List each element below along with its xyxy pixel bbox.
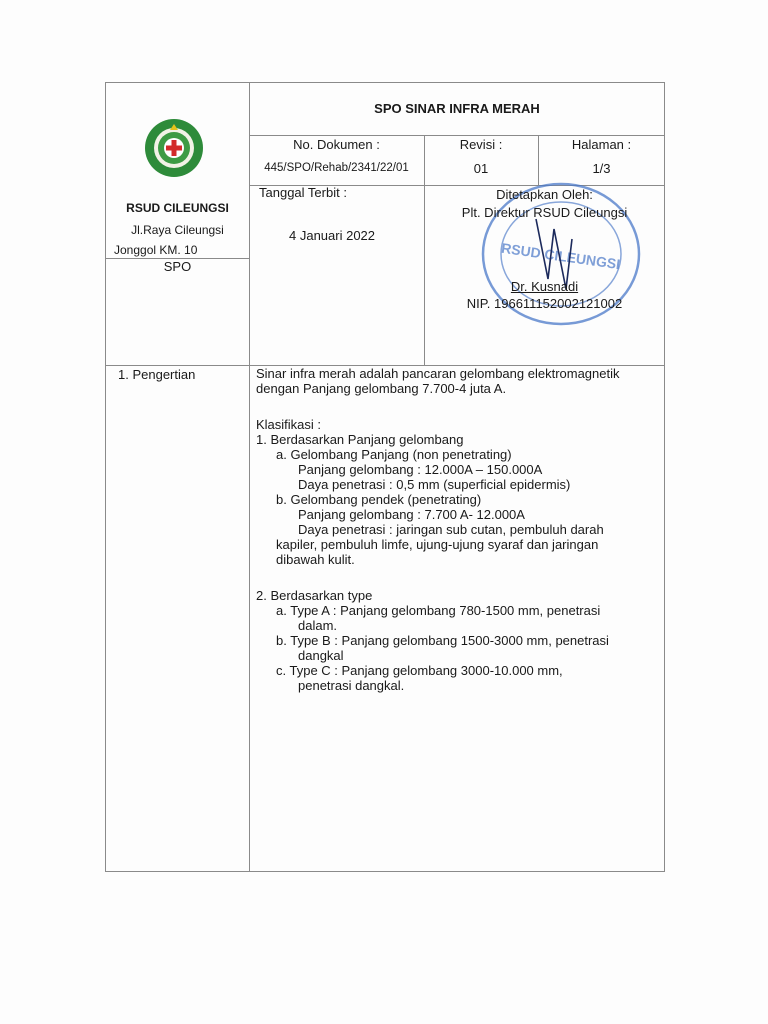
halaman-label: Halaman : <box>571 137 632 152</box>
list-item: Panjang gelombang : 12.000A – 150.000A <box>298 462 543 477</box>
doc-no-value: 445/SPO/Rehab/2341/22/01 <box>264 162 409 174</box>
section-content <box>256 366 662 693</box>
list-item: Daya penetrasi : 0,5 mm (superficial epidermis) <box>298 477 571 492</box>
svg-text:RSUD CILEUNGSI: RSUD CILEUNGSI <box>500 239 622 273</box>
signer-name: Dr. Kusnadi <box>510 279 579 294</box>
list-item: penetrasi dangkal. <box>298 678 405 693</box>
list-item: 2. Berdasarkan type <box>256 588 373 603</box>
list-item: a. Gelombang Panjang (non penetrating) <box>276 447 512 462</box>
hospital-logo <box>144 118 204 178</box>
list-item: Daya penetrasi : jaringan sub cutan, pembuluh darah <box>298 522 604 537</box>
list-item: dibawah kulit. <box>276 552 355 567</box>
section-label: 1. Pengertian <box>118 367 196 382</box>
list-item: a. Type A : Panjang gelombang 780-1500 mm, penetrasi <box>276 603 601 618</box>
page-title: SPO SINAR INFRA MERAH <box>374 101 540 116</box>
doc-no-label: No. Dokumen : <box>293 137 380 152</box>
list-item: c. Type C : Panjang gelombang 3000-10.000 mm, <box>276 663 563 678</box>
revisi-label: Revisi : <box>459 137 503 152</box>
ditetapkan-role: Plt. Direktur RSUD Cileungsi <box>461 205 628 220</box>
list-item: Panjang gelombang : 7.700 A- 12.000A <box>298 507 525 522</box>
definition-line: Sinar infra merah adalah pancaran gelombang elektromagnetik <box>256 366 620 381</box>
list-item: dangkal <box>298 648 344 663</box>
list-item: b. Gelombang pendek (penetrating) <box>276 492 482 507</box>
spo-label: SPO <box>163 259 192 274</box>
signer-nip: NIP. 196611152002121002 <box>466 296 623 311</box>
divider-title-row <box>249 135 665 136</box>
list-item: dalam. <box>298 618 338 633</box>
hospital-name: RSUD CILEUNGSI <box>126 201 229 215</box>
hospital-address-line2: Jonggol KM. 10 <box>114 243 198 257</box>
spo-document <box>105 82 665 872</box>
halaman-value: 1/3 <box>592 161 611 176</box>
tanggal-label: Tanggal Terbit : <box>259 185 347 200</box>
definition-line: dengan Panjang gelombang 7.700-4 juta A. <box>256 381 507 396</box>
list-item: 1. Berdasarkan Panjang gelombang <box>256 432 464 447</box>
revisi-value: 01 <box>473 161 489 176</box>
list-item: b. Type B : Panjang gelombang 1500-3000 mm, penetrasi <box>276 633 609 648</box>
list-item: kapiler, pembuluh limfe, ujung-ujung syaraf dan jaringan <box>276 537 599 552</box>
klasifikasi-heading: Klasifikasi : <box>256 417 322 432</box>
tanggal-value: 4 Januari 2022 <box>289 228 376 243</box>
divider-left-column <box>249 83 250 871</box>
ditetapkan-label: Ditetapkan Oleh: <box>496 187 593 202</box>
hospital-address-line1: Jl.Raya Cileungsi <box>131 223 224 237</box>
